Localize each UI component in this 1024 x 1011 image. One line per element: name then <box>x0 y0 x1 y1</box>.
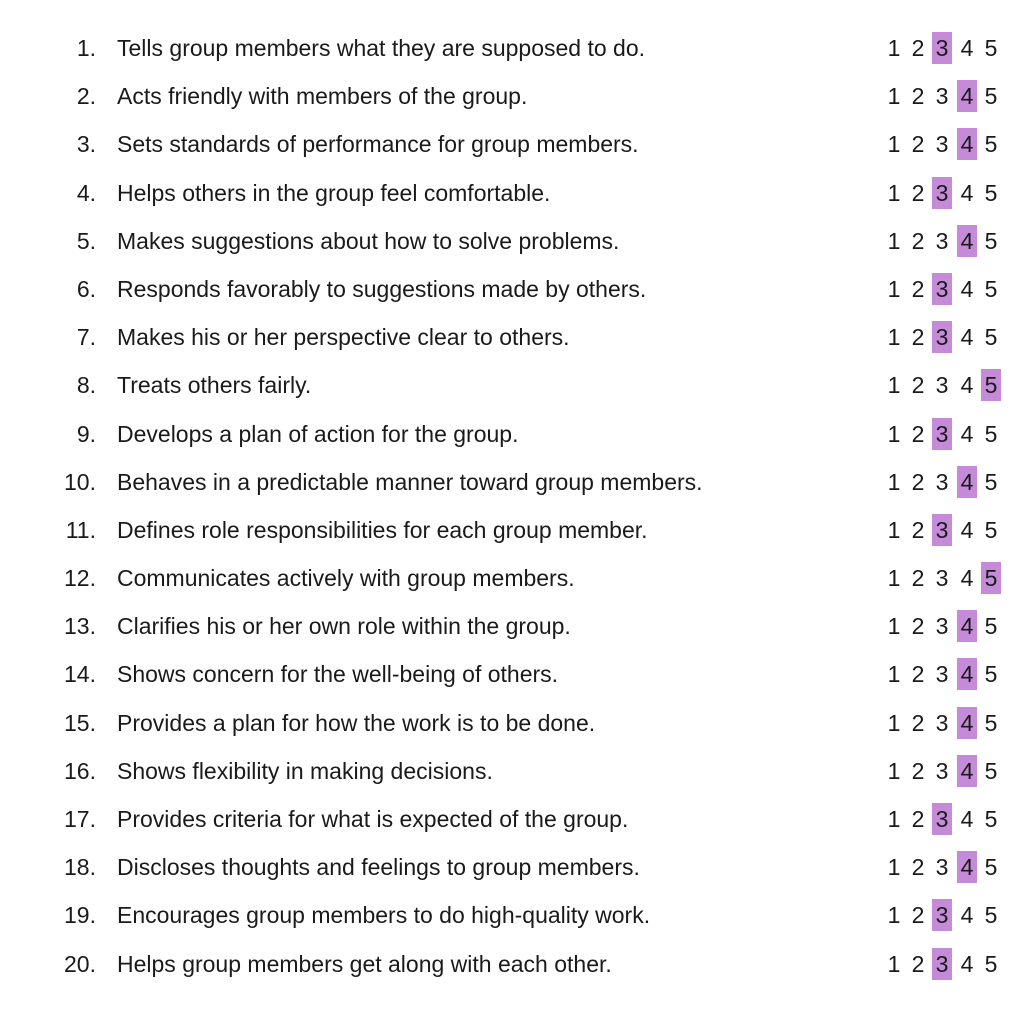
rating-scale <box>884 418 1000 450</box>
item-number: 1. <box>76 35 96 61</box>
rating-option-1[interactable]: 1 <box>887 516 901 543</box>
rating-option-2[interactable]: 2 <box>911 709 925 736</box>
rating-scale <box>884 948 1000 980</box>
rating-option-2[interactable]: 2 <box>911 227 925 254</box>
rating-option-4[interactable]: 4 <box>960 372 974 399</box>
rating-option-2[interactable]: 2 <box>911 324 925 351</box>
rating-scale <box>884 466 1000 498</box>
rating-option-3-selected[interactable]: 3 <box>932 418 952 450</box>
rating-option-4-selected[interactable]: 4 <box>957 755 977 787</box>
questionnaire-item <box>0 313 1024 361</box>
rating-option-3-selected[interactable]: 3 <box>932 273 952 305</box>
rating-option-2[interactable]: 2 <box>911 565 925 592</box>
rating-option-2[interactable]: 2 <box>911 516 925 543</box>
rating-option-3[interactable]: 3 <box>935 709 949 736</box>
rating-option-1[interactable]: 1 <box>887 613 901 640</box>
item-number: 13. <box>64 613 96 640</box>
rating-option-3-selected[interactable]: 3 <box>932 177 952 209</box>
item-text: Defines role responsibilities for each group member. <box>117 516 648 543</box>
rating-option-2[interactable]: 2 <box>911 420 925 447</box>
rating-option-5[interactable]: 5 <box>984 661 998 688</box>
item-number: 14. <box>64 661 96 688</box>
rating-scale <box>884 562 1000 594</box>
rating-option-4-selected[interactable]: 4 <box>957 225 977 257</box>
item-text: Encourages group members to do high-quality work. <box>117 902 651 929</box>
rating-option-4[interactable]: 4 <box>960 275 974 302</box>
rating-option-4[interactable]: 4 <box>960 902 974 929</box>
item-number: 11. <box>65 516 96 543</box>
item-text: Makes his or her perspective clear to others. <box>117 324 570 351</box>
rating-option-1[interactable]: 1 <box>887 227 901 254</box>
rating-scale <box>884 273 1000 305</box>
rating-scale <box>884 707 1000 739</box>
questionnaire-item <box>0 265 1024 313</box>
rating-option-5[interactable]: 5 <box>984 806 998 832</box>
rating-scale <box>884 321 1000 353</box>
questionnaire-item <box>0 120 1024 168</box>
rating-option-4-selected[interactable]: 4 <box>957 128 977 160</box>
item-text: Tells group members what they are supposed to do. <box>117 35 646 61</box>
rating-option-5[interactable]: 5 <box>984 275 998 302</box>
rating-option-5[interactable]: 5 <box>984 854 998 881</box>
rating-scale <box>884 514 1000 546</box>
rating-option-5[interactable]: 5 <box>984 227 998 254</box>
rating-option-3[interactable]: 3 <box>935 372 949 399</box>
rating-option-4[interactable]: 4 <box>960 324 974 351</box>
rating-option-1[interactable]: 1 <box>887 806 901 832</box>
questionnaire-item <box>0 217 1024 265</box>
rating-option-4[interactable]: 4 <box>960 179 974 206</box>
rating-option-2[interactable]: 2 <box>911 757 925 784</box>
rating-option-3[interactable]: 3 <box>935 613 949 640</box>
item-text: Helps group members get along with each other. <box>117 950 612 977</box>
rating-option-5[interactable]: 5 <box>984 950 998 977</box>
rating-option-4[interactable]: 4 <box>960 420 974 447</box>
item-text: Makes suggestions about how to solve problems. <box>117 227 620 254</box>
rating-option-1[interactable]: 1 <box>887 131 901 158</box>
rating-option-4[interactable]: 4 <box>960 516 974 543</box>
item-text: Shows concern for the well-being of others. <box>117 661 559 688</box>
rating-option-2[interactable]: 2 <box>911 468 925 495</box>
item-text: Clarifies his or her own role within the group. <box>117 613 571 640</box>
rating-option-5[interactable]: 5 <box>984 468 998 495</box>
rating-option-2[interactable]: 2 <box>911 854 925 881</box>
rating-option-2[interactable]: 2 <box>911 661 925 688</box>
rating-scale <box>884 851 1000 883</box>
rating-option-3-selected[interactable]: 3 <box>932 948 952 980</box>
questionnaire-item <box>0 506 1024 554</box>
questionnaire-item <box>0 72 1024 120</box>
item-number: 2. <box>76 83 96 110</box>
rating-option-4[interactable]: 4 <box>960 565 974 592</box>
rating-option-1[interactable]: 1 <box>887 372 901 399</box>
rating-option-3-selected[interactable]: 3 <box>932 803 952 835</box>
item-text: Shows flexibility in making decisions. <box>117 757 493 784</box>
questionnaire-item <box>0 795 1024 843</box>
rating-option-4-selected[interactable]: 4 <box>957 658 977 690</box>
rating-option-2[interactable]: 2 <box>911 902 925 929</box>
rating-scale <box>884 610 1000 642</box>
questionnaire-item <box>0 458 1024 506</box>
rating-option-4[interactable]: 4 <box>960 806 974 832</box>
item-number: 5. <box>76 227 96 254</box>
rating-option-4[interactable]: 4 <box>960 950 974 977</box>
item-number: 16. <box>64 757 96 784</box>
item-number: 17. <box>64 806 96 832</box>
rating-option-2[interactable]: 2 <box>911 179 925 206</box>
rating-option-3[interactable]: 3 <box>935 131 949 158</box>
questionnaire-item <box>0 747 1024 795</box>
rating-option-1[interactable]: 1 <box>887 35 901 61</box>
item-number: 9. <box>76 420 96 447</box>
rating-option-5[interactable]: 5 <box>984 757 998 784</box>
rating-option-5[interactable]: 5 <box>984 709 998 736</box>
rating-option-4-selected[interactable]: 4 <box>957 80 977 112</box>
rating-option-1[interactable]: 1 <box>887 83 901 110</box>
rating-option-5[interactable]: 5 <box>984 131 998 158</box>
rating-option-2[interactable]: 2 <box>911 83 925 110</box>
rating-scale <box>884 225 1000 257</box>
rating-option-3[interactable]: 3 <box>935 227 949 254</box>
item-number: 7. <box>76 324 96 351</box>
questionnaire-item <box>0 650 1024 698</box>
item-text: Acts friendly with members of the group. <box>117 83 528 110</box>
rating-option-1[interactable]: 1 <box>887 468 901 495</box>
rating-scale <box>884 755 1000 787</box>
rating-scale <box>884 803 1000 835</box>
rating-option-5[interactable]: 5 <box>984 613 998 640</box>
rating-option-2[interactable]: 2 <box>911 950 925 977</box>
rating-option-1[interactable]: 1 <box>887 420 901 447</box>
questionnaire-item <box>0 554 1024 602</box>
rating-scale <box>884 80 1000 112</box>
rating-option-1[interactable]: 1 <box>887 709 901 736</box>
rating-option-5[interactable]: 5 <box>984 83 998 110</box>
rating-option-4[interactable]: 4 <box>960 35 974 61</box>
rating-option-2[interactable]: 2 <box>911 131 925 158</box>
rating-option-4-selected[interactable]: 4 <box>957 466 977 498</box>
questionnaire-item <box>0 361 1024 409</box>
questionnaire-item <box>0 602 1024 650</box>
rating-option-3-selected[interactable]: 3 <box>932 899 952 931</box>
item-text: Sets standards of performance for group members. <box>117 131 639 158</box>
item-number: 18. <box>64 854 96 881</box>
item-text: Develops a plan of action for the group. <box>117 420 519 447</box>
rating-scale <box>884 899 1000 931</box>
item-number: 6. <box>76 275 96 302</box>
rating-option-3[interactable]: 3 <box>935 468 949 495</box>
item-number: 20. <box>64 950 96 977</box>
rating-option-5-selected[interactable]: 5 <box>981 562 1001 594</box>
rating-option-3-selected[interactable]: 3 <box>932 32 952 64</box>
item-text: Treats others fairly. <box>117 372 312 399</box>
rating-scale <box>884 177 1000 209</box>
item-number: 10. <box>64 468 96 495</box>
item-text: Helps others in the group feel comfortable. <box>117 179 551 206</box>
rating-option-3-selected[interactable]: 3 <box>932 321 952 353</box>
rating-option-4-selected[interactable]: 4 <box>957 610 977 642</box>
rating-option-1[interactable]: 1 <box>887 902 901 929</box>
rating-option-3-selected[interactable]: 3 <box>932 514 952 546</box>
rating-option-5[interactable]: 5 <box>984 324 998 351</box>
rating-option-3[interactable]: 3 <box>935 565 949 592</box>
rating-option-5[interactable]: 5 <box>984 35 998 61</box>
questionnaire-item <box>0 843 1024 891</box>
rating-option-1[interactable]: 1 <box>887 950 901 977</box>
questionnaire-item <box>0 410 1024 458</box>
rating-option-2[interactable]: 2 <box>911 275 925 302</box>
rating-option-3[interactable]: 3 <box>935 83 949 110</box>
rating-option-1[interactable]: 1 <box>887 179 901 206</box>
rating-option-5[interactable]: 5 <box>984 420 998 447</box>
item-text: Discloses thoughts and feelings to group members. <box>117 854 640 881</box>
rating-scale <box>884 128 1000 160</box>
questionnaire-list <box>0 24 1024 988</box>
rating-scale <box>884 658 1000 690</box>
item-text: Provides criteria for what is expected of the group. <box>117 806 629 832</box>
rating-option-5[interactable]: 5 <box>984 902 998 929</box>
item-number: 3. <box>76 131 96 158</box>
item-number: 8. <box>76 372 96 399</box>
rating-option-3[interactable]: 3 <box>935 661 949 688</box>
rating-option-5[interactable]: 5 <box>984 179 998 206</box>
rating-option-2[interactable]: 2 <box>911 613 925 640</box>
rating-option-1[interactable]: 1 <box>887 757 901 784</box>
item-number: 19. <box>64 902 96 929</box>
rating-option-1[interactable]: 1 <box>887 661 901 688</box>
rating-option-1[interactable]: 1 <box>887 324 901 351</box>
questionnaire-item <box>0 169 1024 217</box>
questionnaire-item <box>0 699 1024 747</box>
rating-option-4-selected[interactable]: 4 <box>957 851 977 883</box>
rating-option-2[interactable]: 2 <box>911 372 925 399</box>
rating-option-1[interactable]: 1 <box>887 854 901 881</box>
item-text: Provides a plan for how the work is to be done. <box>117 709 596 736</box>
rating-option-2[interactable]: 2 <box>911 806 925 832</box>
item-number: 4. <box>76 179 96 206</box>
rating-scale <box>884 369 1000 401</box>
item-text: Behaves in a predictable manner toward group members. <box>117 468 703 495</box>
rating-option-5[interactable]: 5 <box>984 516 998 543</box>
rating-option-1[interactable]: 1 <box>887 565 901 592</box>
rating-scale <box>884 32 1000 64</box>
item-text: Responds favorably to suggestions made by others. <box>117 275 647 302</box>
questionnaire-item <box>0 24 1024 72</box>
rating-option-5-selected[interactable]: 5 <box>981 369 1001 401</box>
rating-option-1[interactable]: 1 <box>887 275 901 302</box>
questionnaire-item <box>0 891 1024 939</box>
item-number: 15. <box>64 709 96 736</box>
rating-option-3[interactable]: 3 <box>935 854 949 881</box>
rating-option-4-selected[interactable]: 4 <box>957 707 977 739</box>
rating-option-2[interactable]: 2 <box>911 35 925 61</box>
rating-option-3[interactable]: 3 <box>935 757 949 784</box>
item-number: 12. <box>64 565 96 592</box>
item-text: Communicates actively with group members. <box>117 565 575 592</box>
questionnaire-item <box>0 940 1024 988</box>
